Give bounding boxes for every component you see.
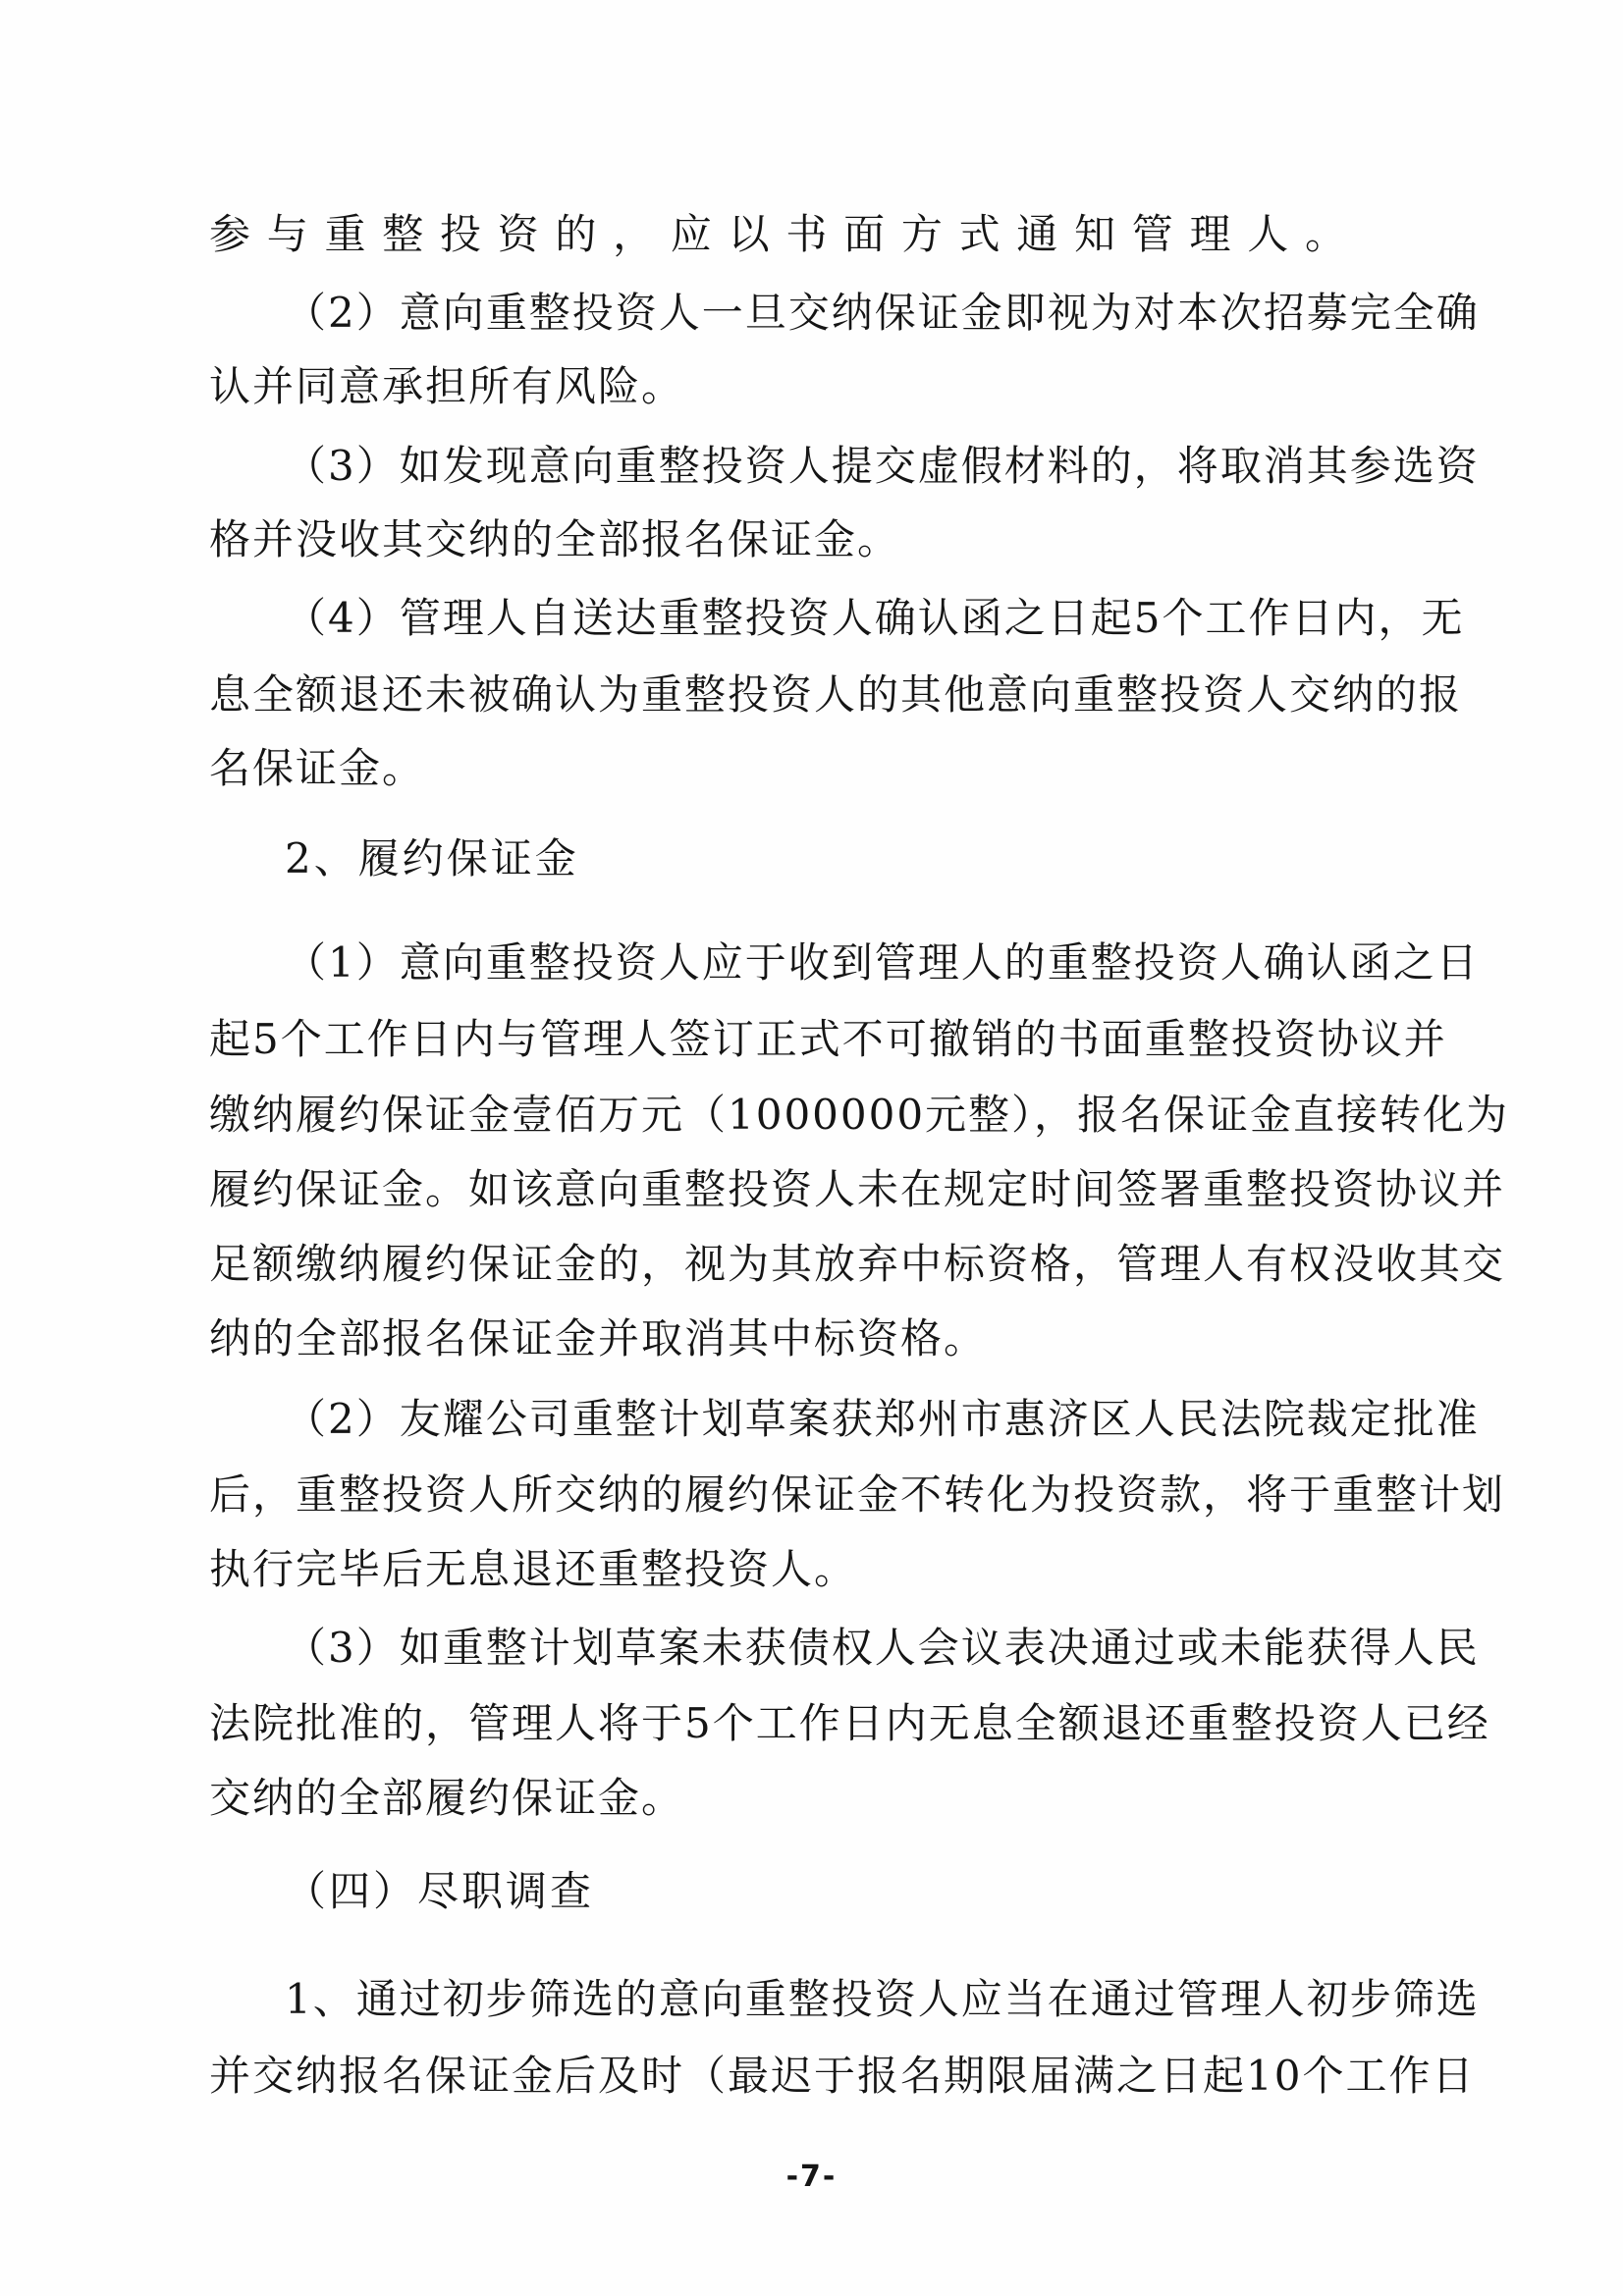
text-line: 执行完毕后无息退还重整投资人。 bbox=[209, 1545, 858, 1593]
text-line: 参与重整投资的，应以书面方式通知管理人。 bbox=[209, 210, 1348, 258]
text-line: 格并没收其交纳的全部报名保证金。 bbox=[209, 515, 901, 563]
text-line: 后，重整投资人所交纳的履约保证金不转化为投资款，将于重整计划 bbox=[209, 1470, 1506, 1519]
text-line: 名保证金。 bbox=[209, 744, 426, 792]
text-line: 并交纳报名保证金后及时（最迟于报名期限届满之日起10个工作日 bbox=[209, 2052, 1476, 2100]
text-line: 履约保证金。如该意向重整投资人未在规定时间签署重整投资协议并 bbox=[209, 1165, 1506, 1213]
text-line: 1、通过初步筛选的意向重整投资人应当在通过管理人初步筛选 bbox=[285, 1975, 1480, 2023]
text-line: 缴纳履约保证金壹佰万元（1000000元整），报名保证金直接转化为 bbox=[209, 1091, 1510, 1139]
text-line: 法院批准的，管理人将于5个工作日内无息全额退还重整投资人已经 bbox=[209, 1699, 1490, 1747]
section-heading: 2、履约保证金 bbox=[285, 834, 579, 882]
text-line: 起5个工作日内与管理人签订正式不可撤销的书面重整投资协议并 bbox=[209, 1015, 1447, 1063]
text-line: （1）意向重整投资人应于收到管理人的重整投资人确认函之日 bbox=[285, 938, 1480, 987]
text-line: （4）管理人自送达重整投资人确认函之日起5个工作日内，无 bbox=[285, 594, 1465, 642]
text-line: （3）如重整计划草案未获债权人会议表决通过或未能获得人民 bbox=[285, 1624, 1480, 1672]
text-line: （2）友耀公司重整计划草案获郑州市惠济区人民法院裁定批准 bbox=[285, 1395, 1480, 1443]
text-line: （3）如发现意向重整投资人提交虚假材料的，将取消其参选资 bbox=[285, 442, 1480, 490]
text-line: 足额缴纳履约保证金的，视为其放弃中标资格，管理人有权没收其交 bbox=[209, 1240, 1506, 1288]
text-line: 纳的全部报名保证金并取消其中标资格。 bbox=[209, 1314, 988, 1362]
text-line: 息全额退还未被确认为重整投资人的其他意向重整投资人交纳的报 bbox=[209, 670, 1463, 719]
text-line: （2）意向重整投资人一旦交纳保证金即视为对本次招募完全确 bbox=[285, 289, 1480, 337]
text-line: 交纳的全部履约保证金。 bbox=[209, 1774, 685, 1822]
section-heading: （四）尽职调查 bbox=[285, 1867, 595, 1915]
page-number: -7- bbox=[785, 2160, 838, 2194]
text-line: 认并同意承担所有风险。 bbox=[209, 362, 685, 410]
